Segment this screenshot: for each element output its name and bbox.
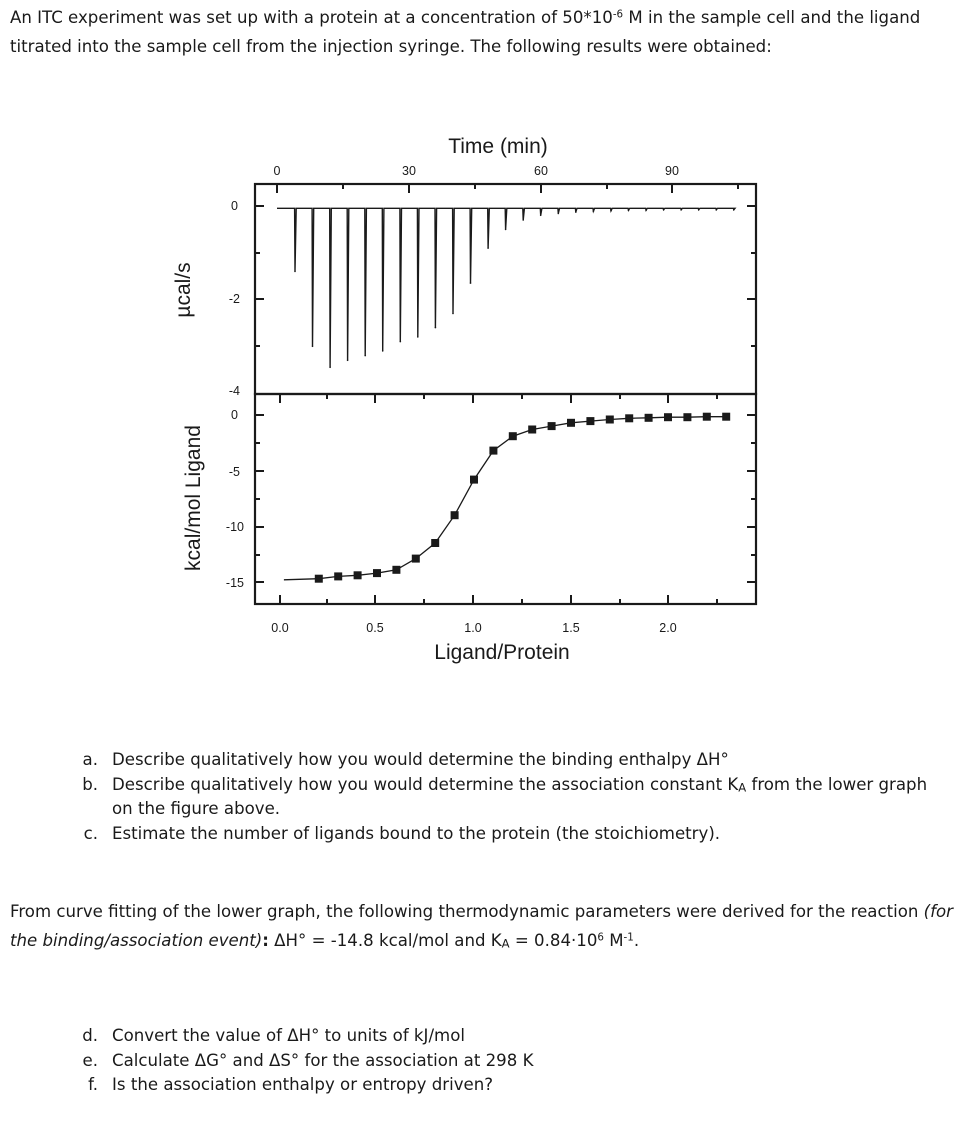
top-y-tick-label: 0 bbox=[231, 199, 238, 213]
data-point bbox=[334, 572, 342, 580]
bottom-y-tick-label: -10 bbox=[225, 520, 244, 534]
bottom-x-tick-labels bbox=[271, 621, 676, 635]
fit-paragraph bbox=[10, 897, 960, 955]
question-list-abc bbox=[82, 748, 952, 846]
top-x-tick-label: 60 bbox=[534, 164, 548, 178]
injection-peak bbox=[522, 219, 524, 221]
data-point bbox=[489, 447, 497, 455]
bottom-x-tick-label: 0.5 bbox=[366, 621, 384, 635]
question-text: Estimate the number of ligands bound to the protein (the stoichiometry). bbox=[112, 823, 721, 843]
fit-italic-text: (for the binding/association event) bbox=[10, 902, 953, 950]
data-point bbox=[470, 476, 478, 484]
data-point bbox=[625, 414, 633, 422]
itc-figure bbox=[160, 120, 770, 680]
question-letter: d. bbox=[82, 1026, 98, 1045]
question-c bbox=[83, 822, 952, 847]
question-text: Describe qualitatively how you would determine the association constant K bbox=[112, 774, 739, 794]
data-point bbox=[509, 432, 517, 440]
data-point bbox=[645, 414, 653, 422]
injection-peak bbox=[329, 367, 331, 369]
data-point bbox=[722, 413, 730, 421]
data-point bbox=[373, 569, 381, 577]
top-y-tick-labels bbox=[229, 199, 240, 398]
bottom-y-tick-label: 0 bbox=[231, 408, 238, 422]
fit-superscript: -1 bbox=[623, 931, 634, 944]
injection-peak bbox=[364, 355, 366, 357]
question-letter: c. bbox=[83, 823, 98, 843]
fit-text: = 0.84·10 bbox=[509, 931, 598, 950]
injection-peak bbox=[417, 336, 419, 338]
top-y-tick-label: -2 bbox=[228, 292, 240, 306]
bottom-x-tick-label: 0.0 bbox=[271, 621, 289, 635]
question-text-cont: from the lower graph on the figure above. bbox=[112, 774, 928, 818]
data-point bbox=[548, 422, 556, 430]
bottom-x-tick-label: 1.0 bbox=[464, 621, 482, 635]
injection-peak bbox=[645, 209, 647, 211]
fit-text: ΔH° = -14.8 kcal/mol and K bbox=[268, 931, 502, 950]
bottom-y-tick-labels bbox=[226, 408, 244, 590]
question-letter: a. bbox=[82, 750, 98, 769]
question-a bbox=[82, 748, 952, 773]
question-list-def bbox=[82, 1024, 952, 1098]
top-x-tick-labels bbox=[274, 164, 679, 178]
injection-peak bbox=[716, 209, 718, 211]
injection-peak bbox=[610, 210, 612, 212]
bottom-x-axis-label: Ligand/Protein bbox=[434, 641, 570, 664]
bottom-panel-frame bbox=[255, 394, 756, 604]
injection-peak bbox=[435, 327, 437, 329]
question-text: Is the association enthalpy or entropy driven? bbox=[112, 1075, 494, 1094]
bottom-binding-isotherm bbox=[284, 413, 730, 583]
question-letter: b. bbox=[82, 774, 98, 794]
top-x-tick-label: 0 bbox=[273, 164, 281, 178]
injection-peak bbox=[698, 209, 700, 211]
bottom-x-tick-label: 2.0 bbox=[659, 621, 677, 635]
question-text: Calculate ΔG° and ΔS° for the association at 298 K bbox=[112, 1050, 534, 1070]
question-text: Describe qualitatively how you would determine the binding enthalpy ΔH° bbox=[112, 750, 729, 769]
injection-peak bbox=[663, 209, 665, 211]
data-point bbox=[451, 511, 459, 519]
intro-text: An ITC experiment was set up with a protein at a concentration of 50*10 bbox=[10, 8, 613, 27]
top-y-tick-label: -4 bbox=[228, 384, 240, 398]
fit-text: M bbox=[603, 931, 624, 950]
question-subscript: A bbox=[738, 780, 747, 795]
data-point bbox=[586, 417, 594, 425]
intro-paragraph bbox=[10, 3, 960, 61]
question-b bbox=[82, 773, 952, 822]
data-point bbox=[683, 413, 691, 421]
fit-curve bbox=[284, 417, 726, 580]
question-e bbox=[82, 1049, 952, 1074]
injection-peak bbox=[733, 209, 735, 211]
bottom-y-tick-label: -15 bbox=[225, 576, 244, 590]
data-point bbox=[703, 413, 711, 421]
injection-peak bbox=[593, 210, 595, 212]
injection-peak bbox=[294, 271, 296, 273]
bottom-y-tick-label: -5 bbox=[228, 465, 240, 479]
injection-peak bbox=[470, 282, 472, 284]
top-y-axis-label: µcal/s bbox=[172, 262, 195, 318]
data-point bbox=[528, 426, 536, 434]
injection-peak bbox=[487, 247, 489, 249]
fit-text: From curve fitting of the lower graph, the following thermodynamic parameters were derived for the reaction bbox=[10, 902, 924, 921]
injection-peak bbox=[628, 209, 630, 211]
data-point bbox=[412, 555, 420, 563]
data-point bbox=[392, 566, 400, 574]
thermogram-trace bbox=[277, 208, 735, 367]
injection-peak bbox=[558, 213, 560, 215]
data-point bbox=[567, 419, 575, 427]
top-thermogram bbox=[277, 208, 735, 368]
data-point bbox=[315, 575, 323, 583]
injection-peak bbox=[312, 346, 314, 348]
question-d bbox=[82, 1024, 952, 1049]
top-x-tick-label: 90 bbox=[665, 164, 679, 178]
fit-colon: : bbox=[262, 931, 269, 950]
question-letter: f. bbox=[88, 1075, 98, 1094]
data-point bbox=[606, 416, 614, 424]
injection-peak bbox=[382, 350, 384, 352]
injection-peak bbox=[680, 209, 682, 211]
question-letter: e. bbox=[82, 1050, 98, 1070]
question-f bbox=[88, 1073, 952, 1098]
bottom-y-axis-label: kcal/mol Ligand bbox=[182, 425, 205, 571]
question-text: Convert the value of ΔH° to units of kJ/mol bbox=[112, 1026, 465, 1045]
fit-subscript: A bbox=[501, 936, 510, 951]
injection-peak bbox=[400, 341, 402, 343]
top-x-tick-label: 30 bbox=[402, 164, 416, 178]
data-point bbox=[664, 413, 672, 421]
data-point bbox=[431, 539, 439, 547]
fit-text: . bbox=[633, 931, 640, 950]
intro-exponent: -6 bbox=[612, 8, 624, 21]
fit-superscript: 6 bbox=[597, 931, 604, 944]
top-chart-title: Time (min) bbox=[448, 135, 548, 158]
bottom-x-tick-label: 1.5 bbox=[562, 621, 580, 635]
injection-peak bbox=[347, 360, 349, 362]
intro-text-cont: M in the sample cell and the ligand titrated into the sample cell from the injection syringe. The following results were obtained: bbox=[10, 8, 921, 56]
injection-peak bbox=[452, 313, 454, 315]
injection-peak bbox=[575, 211, 577, 213]
data-point bbox=[354, 571, 362, 579]
injection-peak bbox=[505, 229, 507, 231]
injection-peak bbox=[540, 215, 542, 217]
